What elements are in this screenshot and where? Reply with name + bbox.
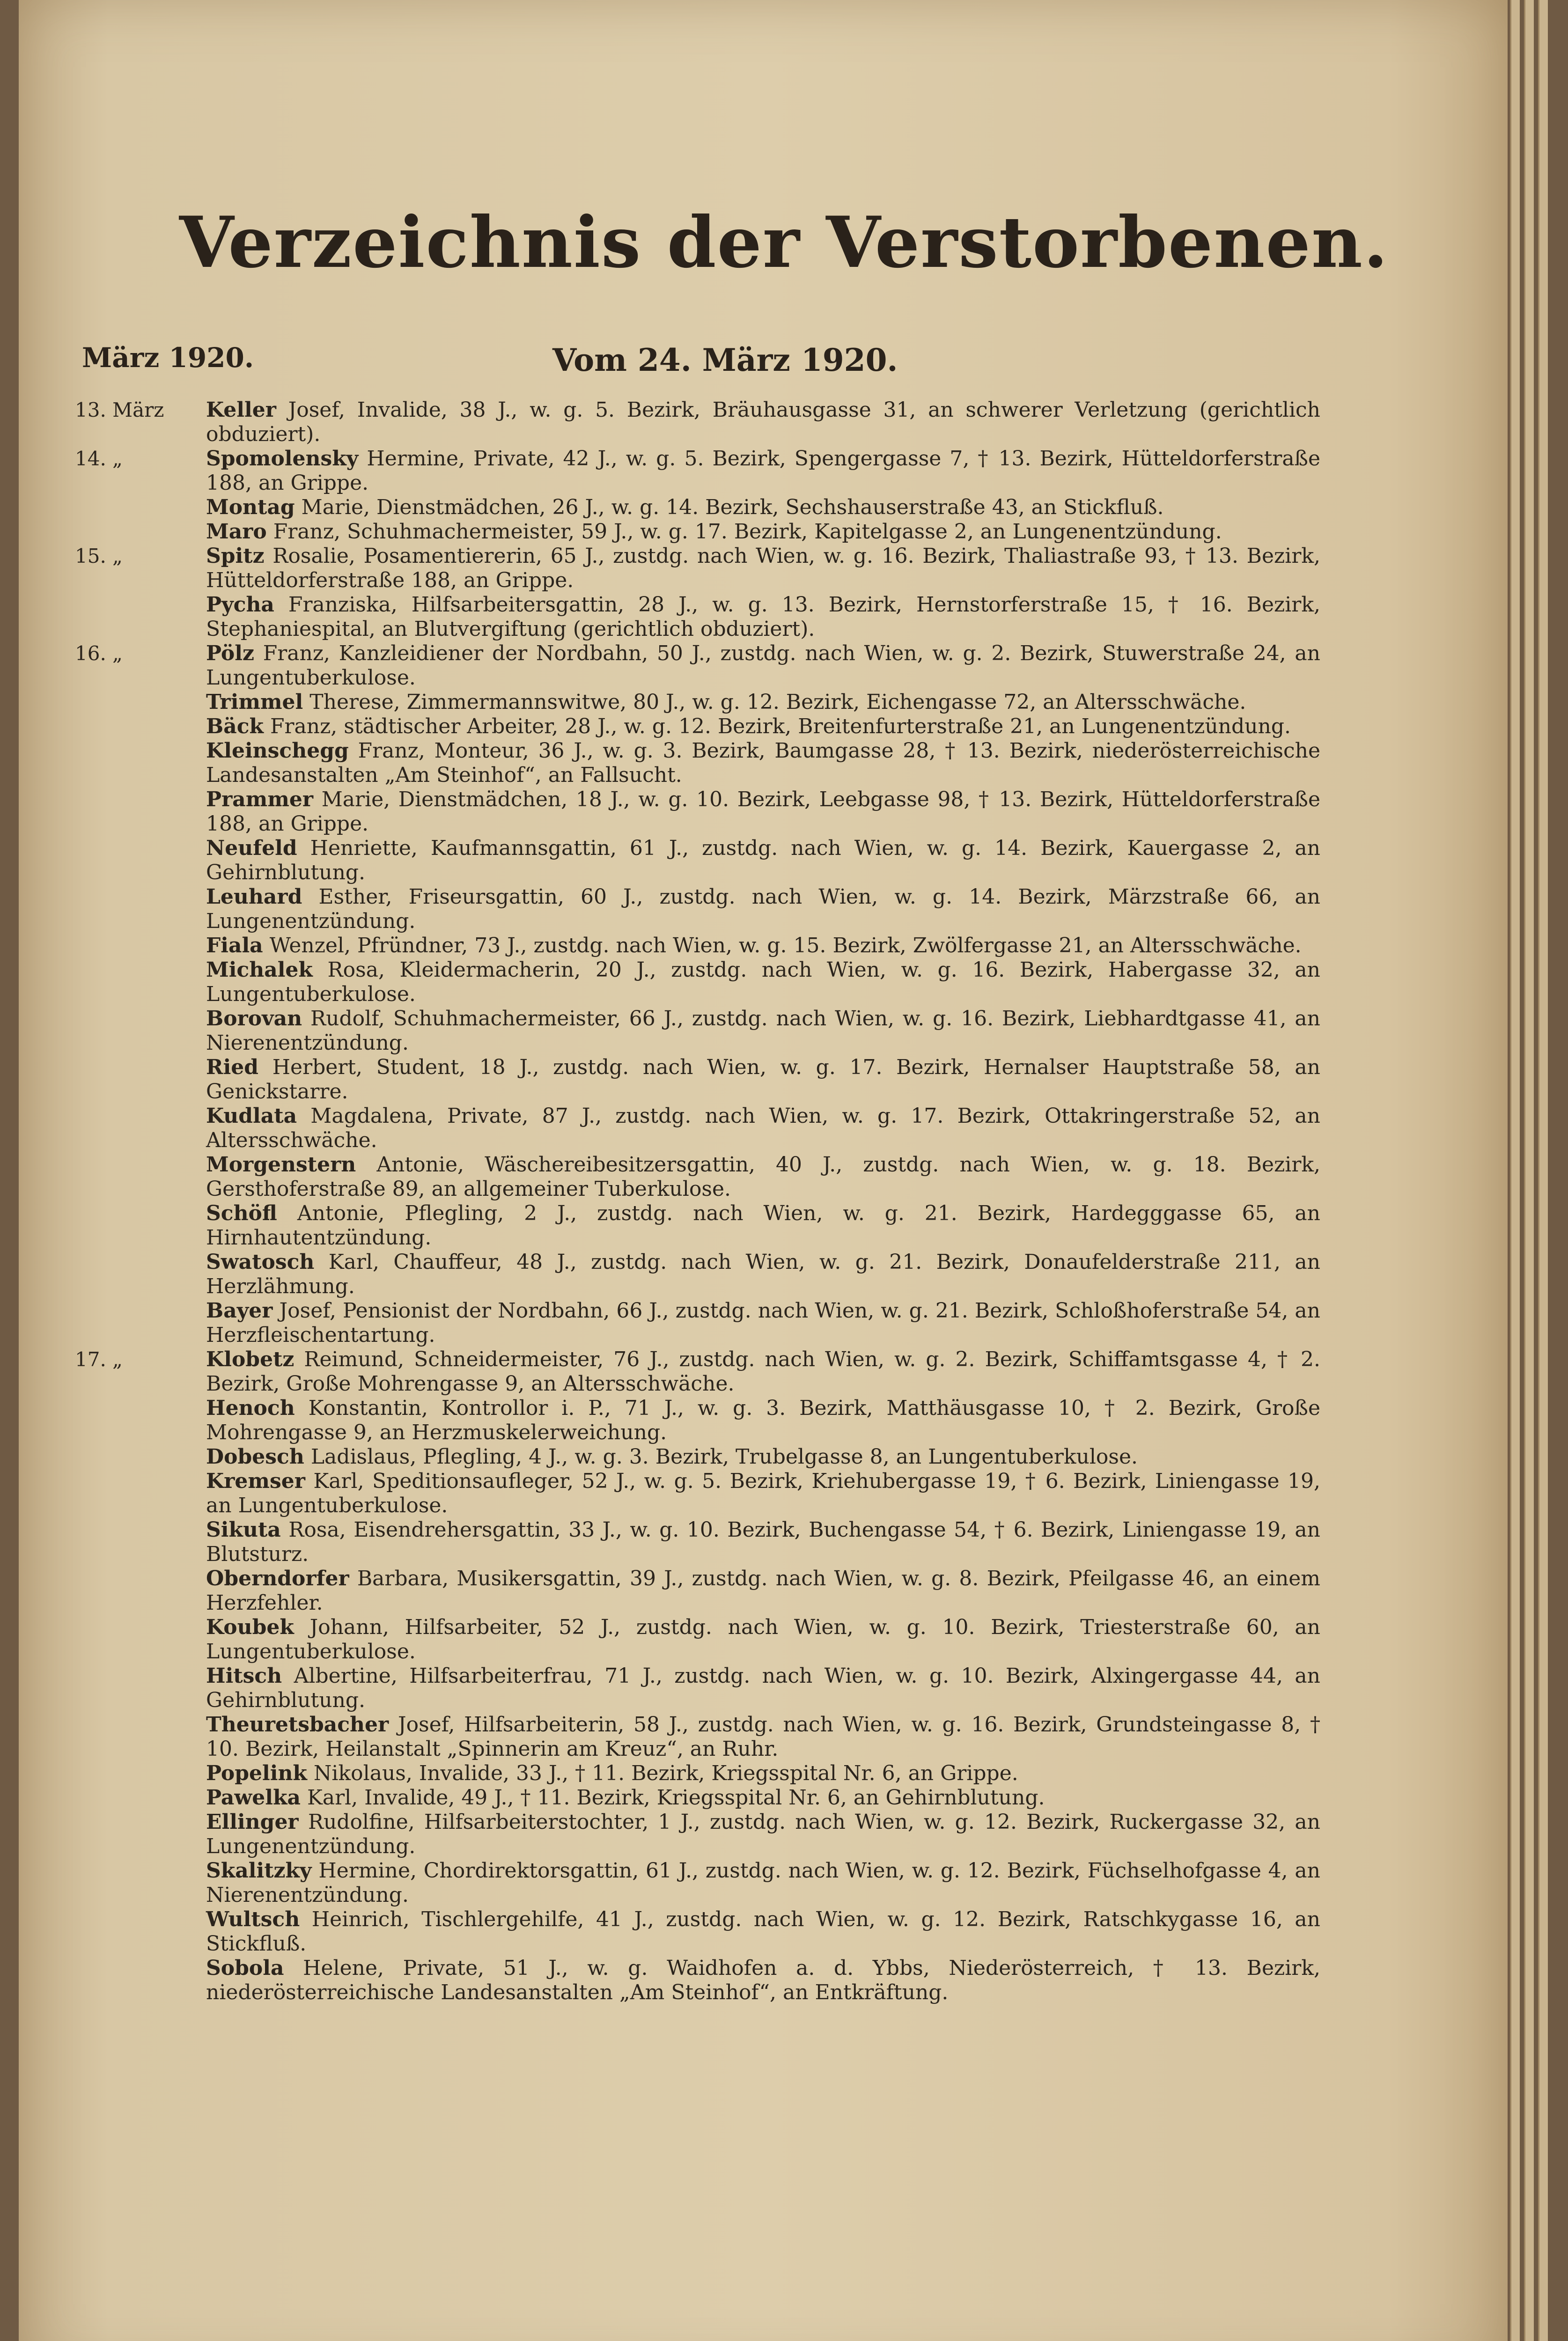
entry-text: Marie, Dienstmädchen, 26 J., w. g. 14. Bezirk, Sechshauserstraße 43, an Stickfluß. — [301, 495, 1164, 519]
list-item — [75, 1007, 1320, 1055]
date-header: Vom 24. März 1920. — [552, 342, 898, 378]
entry-name: Prammer — [206, 788, 314, 811]
entry-text: Rosa, Kleidermacherin, 20 J., zustdg. nach Wien, w. g. 16. Bezirk, Habergasse 32, an Lungentuberkulose. — [206, 958, 1320, 1006]
list-item — [75, 1907, 1320, 1956]
entry-text: Josef, Pensionist der Nordbahn, 66 J., zustdg. nach Wien, w. g. 21. Bezirk, Schloßhoferstraße 54, an Herzfleischentartung. — [206, 1299, 1320, 1347]
list-item — [75, 714, 1320, 739]
list-item — [75, 1396, 1320, 1445]
page-title: Verzeichnis der Verstorbenen. — [179, 201, 1389, 284]
entry-date: 13. März — [75, 398, 164, 421]
entry-text: Magdalena, Private, 87 J., zustdg. nach Wien, w. g. 17. Bezirk, Ottakringerstraße 52, an Altersschwäche. — [206, 1104, 1320, 1152]
list-item — [75, 1664, 1320, 1713]
entry-name: Klobetz — [206, 1347, 294, 1371]
entry-date: 14. „ — [75, 447, 123, 470]
entry-date: 15. „ — [75, 545, 123, 567]
list-item — [75, 1786, 1320, 1810]
entry-text: Marie, Dienstmädchen, 18 J., w. g. 10. Bezirk, Leebgasse 98, † 13. Bezirk, Hütteldorferstraße 188, an Grippe. — [206, 788, 1320, 836]
entry-name: Swatosch — [206, 1250, 315, 1274]
list-item — [75, 1615, 1320, 1664]
entry-name: Bäck — [206, 714, 264, 738]
entry-name: Pawelka — [206, 1786, 301, 1810]
entry-text: Hermine, Chordirektorsgattin, 61 J., zustdg. nach Wien, w. g. 12. Bezirk, Füchselhofgasse 4, an Nierenentzündung. — [206, 1859, 1320, 1907]
entry-text: Franz, Kanzleidiener der Nordbahn, 50 J., zustdg. nach Wien, w. g. 2. Bezirk, Stuwerstraße 24, an Lungentuberkulose. — [206, 641, 1320, 690]
entry-name: Dobesch — [206, 1445, 304, 1469]
list-item — [75, 544, 1320, 593]
list-item — [75, 885, 1320, 934]
entry-name: Michalek — [206, 958, 313, 982]
list-item — [75, 690, 1320, 714]
entry-text: Rosa, Eisendrehersgattin, 33 J., w. g. 10. Bezirk, Buchengasse 54, † 6. Bezirk, Liniengasse 19, an Blutsturz. — [206, 1518, 1320, 1566]
entry-name: Borovan — [206, 1007, 302, 1031]
entry-name: Theuretsbacher — [206, 1713, 389, 1737]
list-item — [75, 1567, 1320, 1615]
entry-name: Hitsch — [206, 1664, 282, 1688]
entry-name: Skalitzky — [206, 1859, 312, 1883]
entry-text: Antonie, Pflegling, 2 J., zustdg. nach Wien, w. g. 21. Bezirk, Hardegggasse 65, an Hirnhautentzündung. — [206, 1201, 1320, 1250]
entry-name: Maro — [206, 520, 267, 544]
entry-name: Kremser — [206, 1469, 305, 1493]
entry-name: Neufeld — [206, 836, 297, 860]
entry-name: Montag — [206, 495, 295, 519]
entry-date: 17. „ — [75, 1348, 123, 1371]
entry-text: Therese, Zimmermannswitwe, 80 J., w. g. 12. Bezirk, Eichengasse 72, an Altersschwäche. — [309, 690, 1246, 714]
entry-name: Ellinger — [206, 1810, 299, 1834]
list-item — [75, 1299, 1320, 1347]
list-item — [75, 1055, 1320, 1104]
entry-text: Franz, Schuhmachermeister, 59 J., w. g. 17. Bezirk, Kapitelgasse 2, an Lungenentzündung. — [273, 520, 1222, 544]
entry-list — [75, 398, 1320, 2005]
entry-text: Reimund, Schneidermeister, 76 J., zustdg. nach Wien, w. g. 2. Bezirk, Schiffamtsgasse 4, † 2. Bezirk, Große Mohrengasse 9, an Altersschwäche. — [206, 1347, 1320, 1396]
entry-text: Konstantin, Kontrollor i. P., 71 J., w. g. 3. Bezirk, Matthäusgasse 10, † 2. Bezirk, Große Mohrengasse 9, an Herzmuskelerweichung. — [206, 1396, 1320, 1444]
list-item — [75, 1518, 1320, 1567]
entry-text: Herbert, Student, 18 J., zustdg. nach Wien, w. g. 17. Bezirk, Hernalser Hauptstraße 58, an Genickstarre. — [206, 1055, 1320, 1104]
entry-text: Rudolfine, Hilfsarbeiterstochter, 1 J., zustdg. nach Wien, w. g. 12. Bezirk, Ruckergasse 32, an Lungenentzündung. — [206, 1810, 1320, 1858]
list-item — [75, 520, 1320, 544]
entry-name: Wultsch — [206, 1907, 300, 1931]
list-item — [75, 739, 1320, 788]
entry-name: Pycha — [206, 593, 274, 617]
list-item — [75, 1469, 1320, 1518]
list-item — [75, 1859, 1320, 1907]
list-item — [75, 1445, 1320, 1469]
entry-text: Josef, Hilfsarbeiterin, 58 J., zustdg. nach Wien, w. g. 16. Bezirk, Grundsteingasse 8, † 10. Bezirk, Heilanstalt „Spinnerin am Kreuz“, an Ruhr. — [206, 1713, 1320, 1761]
entry-date: 16. „ — [75, 642, 123, 665]
list-item — [75, 398, 1320, 447]
list-item — [75, 1201, 1320, 1250]
entry-name: Keller — [206, 398, 276, 422]
entry-text: Rudolf, Schuhmachermeister, 66 J., zustdg. nach Wien, w. g. 16. Bezirk, Liebhardtgasse 41, an Nierenentzündung. — [206, 1007, 1320, 1055]
entry-text: Helene, Private, 51 J., w. g. Waidhofen a. d. Ybbs, Niederösterreich, † 13. Bezirk, niederösterreichische Landesanstalten „Am Steinhof“, an Entkräftung. — [206, 1956, 1320, 2004]
page-edge — [1538, 0, 1548, 2341]
entry-name: Henoch — [206, 1396, 295, 1420]
entry-name: Sobola — [206, 1956, 284, 1980]
entry-text: Nikolaus, Invalide, 33 J., † 11. Bezirk, Kriegsspital Nr. 6, an Grippe. — [313, 1761, 1018, 1785]
entry-text: Karl, Invalide, 49 J., † 11. Bezirk, Kriegsspital Nr. 6, an Gehirnblutung. — [307, 1786, 1045, 1810]
entry-name: Oberndorfer — [206, 1567, 349, 1590]
list-item — [75, 1153, 1320, 1201]
entry-text: Ladislaus, Pflegling, 4 J., w. g. 3. Bezirk, Trubelgasse 8, an Lungentuberkulose. — [310, 1445, 1138, 1469]
entry-text: Barbara, Musikersgattin, 39 J., zustdg. nach Wien, w. g. 8. Bezirk, Pfeilgasse 46, an einem Herzfehler. — [206, 1567, 1320, 1615]
list-item — [75, 1761, 1320, 1786]
list-item — [75, 836, 1320, 885]
list-item — [75, 1347, 1320, 1396]
entry-name: Koubek — [206, 1615, 294, 1639]
page-edge — [1524, 0, 1534, 2341]
list-item — [75, 788, 1320, 836]
entry-name: Leuhard — [206, 885, 302, 909]
entry-text: Franz, städtischer Arbeiter, 28 J., w. g. 12. Bezirk, Breitenfurterstraße 21, an Lungenentzündung. — [270, 714, 1291, 738]
entry-name: Spomolensky — [206, 447, 359, 471]
entry-name: Bayer — [206, 1299, 273, 1323]
list-item — [75, 1810, 1320, 1859]
list-item — [75, 495, 1320, 520]
entry-text: Rosalie, Posamentiererin, 65 J., zustdg. nach Wien, w. g. 16. Bezirk, Thaliastraße 93, † 13. Bezirk, Hütteldorferstraße 188, an Grippe. — [206, 544, 1320, 592]
entry-text: Esther, Friseursgattin, 60 J., zustdg. nach Wien, w. g. 14. Bezirk, Märzstraße 66, an Lungenentzündung. — [206, 885, 1320, 933]
entry-text: Franziska, Hilfsarbeitersgattin, 28 J., w. g. 13. Bezirk, Hernstorferstraße 15, † 16. Bezirk, Stephaniespital, an Blutvergiftung (gerichtlich obduziert). — [206, 593, 1320, 641]
list-item — [75, 641, 1320, 690]
entry-name: Kudlata — [206, 1104, 297, 1128]
entry-text: Hermine, Private, 42 J., w. g. 5. Bezirk, Spengergasse 7, † 13. Bezirk, Hütteldorferstraße 188, an Grippe. — [206, 447, 1320, 495]
month-header: März 1920. — [82, 342, 254, 374]
entry-text: Karl, Chauffeur, 48 J., zustdg. nach Wien, w. g. 21. Bezirk, Donaufelderstraße 211, an Herzlähmung. — [206, 1250, 1320, 1298]
entry-text: Franz, Monteur, 36 J., w. g. 3. Bezirk, Baumgasse 28, † 13. Bezirk, niederösterreichische Landesanstalten „Am Steinhof“, an Fallsucht. — [206, 739, 1320, 787]
list-item — [75, 1250, 1320, 1299]
entry-text: Wenzel, Pfründner, 73 J., zustdg. nach Wien, w. g. 15. Bezirk, Zwölfergasse 21, an Altersschwäche. — [269, 934, 1302, 957]
entry-name: Schöfl — [206, 1201, 277, 1225]
list-item — [75, 1104, 1320, 1153]
list-item — [75, 1713, 1320, 1761]
list-item — [75, 934, 1320, 958]
entry-name: Trimmel — [206, 690, 303, 714]
entry-text: Antonie, Wäschereibesitzersgattin, 40 J., zustdg. nach Wien, w. g. 18. Bezirk, Gersthoferstraße 89, an allgemeiner Tuberkulose. — [206, 1153, 1320, 1201]
list-item — [75, 958, 1320, 1007]
entry-text: Johann, Hilfsarbeiter, 52 J., zustdg. nach Wien, w. g. 10. Bezirk, Triesterstraße 60, an Lungentuberkulose. — [206, 1615, 1320, 1664]
entry-text: Henriette, Kaufmannsgattin, 61 J., zustdg. nach Wien, w. g. 14. Bezirk, Kauergasse 2, an Gehirnblutung. — [206, 836, 1320, 884]
list-item — [75, 447, 1320, 495]
list-item — [75, 1956, 1320, 2005]
entry-name: Fiala — [206, 934, 263, 957]
entry-name: Pölz — [206, 641, 254, 665]
entry-text: Josef, Invalide, 38 J., w. g. 5. Bezirk, Bräuhausgasse 31, an schwerer Verletzung (gerichtlich obduziert). — [206, 398, 1320, 446]
entry-name: Popelink — [206, 1761, 307, 1785]
entry-name: Spitz — [206, 544, 265, 568]
entry-name: Ried — [206, 1055, 259, 1079]
entry-text: Heinrich, Tischlergehilfe, 41 J., zustdg. nach Wien, w. g. 12. Bezirk, Ratschkygasse 16, an Stickfluß. — [206, 1907, 1320, 1956]
entry-text: Albertine, Hilfsarbeiterfrau, 71 J., zustdg. nach Wien, w. g. 10. Bezirk, Alxingergasse 44, an Gehirnblutung. — [206, 1664, 1320, 1712]
entry-text: Karl, Speditionsaufleger, 52 J., w. g. 5. Bezirk, Kriehubergasse 19, † 6. Bezirk, Liniengasse 19, an Lungentuberkulose. — [206, 1469, 1321, 1517]
entry-name: Sikuta — [206, 1518, 281, 1542]
entry-name: Kleinschegg — [206, 739, 349, 763]
page-edge — [1510, 0, 1520, 2341]
list-item — [75, 593, 1320, 641]
entry-name: Morgenstern — [206, 1153, 356, 1177]
